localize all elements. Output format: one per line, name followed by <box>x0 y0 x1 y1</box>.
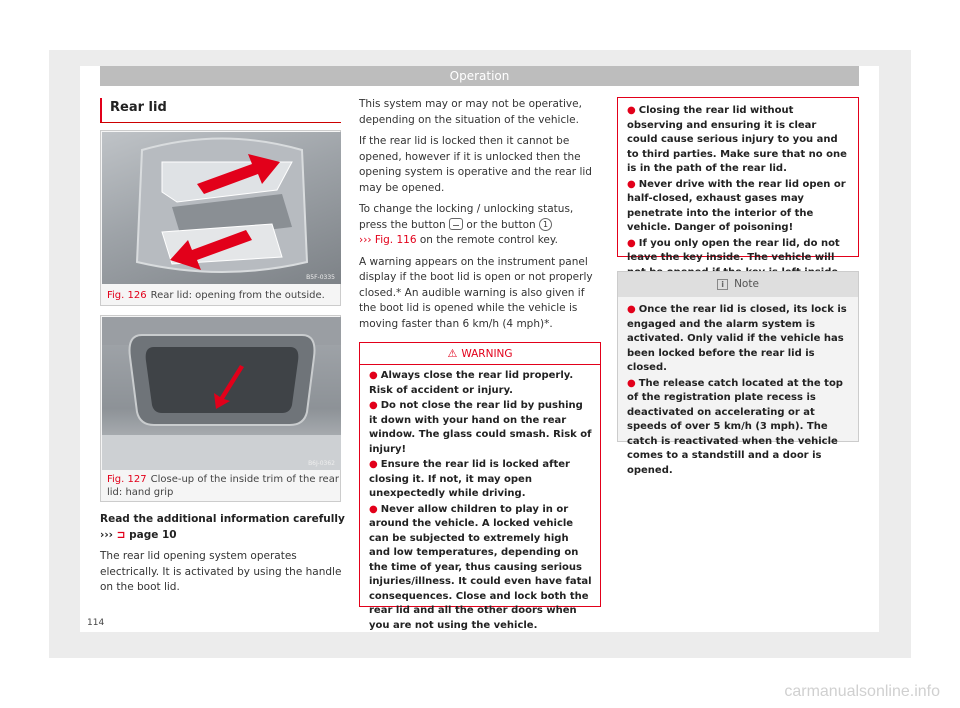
figure-127 <box>100 315 341 502</box>
warning-box <box>359 342 601 631</box>
read-more-heading: Read the additional information carefully <box>100 513 345 525</box>
bullet-icon: ● <box>627 237 636 249</box>
warning-box-continued <box>617 97 859 263</box>
column-2-text <box>359 97 603 338</box>
figure-number: Fig. 127 <box>107 474 147 485</box>
figure-code: B5F-0335 <box>306 274 335 281</box>
warning-item <box>369 369 592 398</box>
bullet-icon: ● <box>627 105 636 116</box>
paragraph-3 <box>359 202 603 249</box>
warning-item <box>627 178 850 236</box>
warning-item-text: Never drive with the rear lid open or half-closed, exhaust gases may penetrate into the interior of the vehicle. Danger of poisoning! <box>627 178 846 233</box>
bullet-icon: ● <box>627 304 636 315</box>
warning-list <box>360 365 600 633</box>
figure-number: Fig. 126 <box>107 290 147 301</box>
book-icon: ⊐ <box>116 528 126 541</box>
watermark: carmanualsonline.info <box>784 683 940 700</box>
warning-title: WARNING <box>461 348 513 360</box>
column-1-text <box>100 512 345 596</box>
note-title: Note <box>734 278 759 290</box>
title-rule <box>100 122 341 123</box>
warning-item <box>369 399 592 457</box>
button-number-badge: 1 <box>539 218 552 231</box>
warning-item <box>369 458 592 502</box>
note-list <box>618 297 858 478</box>
page-title: Rear lid <box>100 98 341 122</box>
page-reference[interactable] <box>100 528 345 544</box>
paragraph-3-part-a: To change the locking / unlocking status, press the button <box>359 203 574 231</box>
bullet-icon: ● <box>369 503 378 515</box>
note-item-text: The release catch located at the top of the registration plate recess is deactivated on accelerating or at speeds of over 5 km/h (3 mph). The catch is reactivated when the vehicle comes to a standstill and a door is opened. <box>627 377 843 476</box>
warning-item-text: Closing the rear lid without observing and ensuring it is clear could cause serious injury to you and to third parties. Make sure that no one is in the path of the rear lid. <box>627 105 847 174</box>
bullet-icon: ● <box>369 459 378 470</box>
rear-lid-logo-image <box>102 132 341 284</box>
intro-paragraph: The rear lid opening system operates electrically. It is activated by using the handle on the boot lid. <box>100 550 342 593</box>
note-item <box>627 303 850 376</box>
paragraph-3-part-c: on the remote control key. <box>419 234 558 246</box>
paragraph-3-part-b: or the button <box>466 218 536 231</box>
note-box <box>617 271 859 476</box>
warning-item-text: Never allow children to play in or around the vehicle. A locked vehicle can be subjected to extremely high and low temperatures, depending on the time of year, thus causing serious injuries/illness. It could even have fatal consequences. Close and lock both the rear lid and all the other doors when you are not using the vehicle. <box>369 503 592 631</box>
warning-triangle-icon: ⚠ <box>447 347 458 360</box>
paragraph-2: If the rear lid is locked then it cannot be opened, however if it is unlocked then the opening system is operative and the rear lid may be opened. <box>359 135 592 194</box>
figure-caption-text: Rear lid: opening from the outside. <box>150 290 325 301</box>
warning-item-text: Always close the rear lid properly. Risk of accident or injury. <box>369 370 574 396</box>
paragraph-1: This system may or may not be operative, depending on the situation of the vehicle. <box>359 98 582 126</box>
warning-item-text: Do not close the rear lid by pushing it down with your hand on the rear window. The glass could smash. Risk of injury! <box>369 400 592 455</box>
warning-item-text: If you only open the rear lid, do not leave the key inside. The vehicle will <box>627 237 840 263</box>
bullet-icon: ● <box>627 178 636 190</box>
note-item-text: Once the rear lid is closed, its lock is engaged and the alarm system is activated. Only valid if the vehicle has been locked before the rear lid is closed. <box>627 304 847 373</box>
warning-item <box>369 503 592 634</box>
figure-reference-link[interactable]: ››› Fig. 116 <box>359 234 417 246</box>
hand-grip-image <box>102 317 341 470</box>
warning-header <box>360 343 600 365</box>
paragraph-4: A warning appears on the instrument panel display if the boot lid is open or not properly closed.* An audible warning is also given if the boot lid is opened while the vehicle is moving faster than 6 km/h (4 mph)*. <box>359 255 593 330</box>
note-header <box>618 272 858 297</box>
warning-list <box>618 98 858 280</box>
note-item <box>627 377 850 479</box>
info-icon: i <box>717 279 728 290</box>
reference-arrows: ››› <box>100 528 113 541</box>
warning-item-text: Ensure the rear lid is locked after closing it. If not, it may open unexpectedly while driving. <box>369 459 570 499</box>
bullet-icon: ● <box>369 370 378 381</box>
warning-item <box>627 104 850 177</box>
figure-caption-text: Close-up of the inside trim of the rear lid: hand grip <box>107 474 339 498</box>
page-number: 114 <box>87 618 105 628</box>
section-header: Operation <box>100 66 859 86</box>
bullet-icon: ● <box>627 377 636 389</box>
reference-page: page 10 <box>129 528 177 541</box>
figure-caption <box>107 473 340 499</box>
key-button-icon <box>449 218 463 230</box>
figure-caption <box>107 289 325 302</box>
figure-126 <box>100 130 341 306</box>
bullet-icon: ● <box>369 400 378 411</box>
figure-code: B6J-0362 <box>308 460 335 467</box>
